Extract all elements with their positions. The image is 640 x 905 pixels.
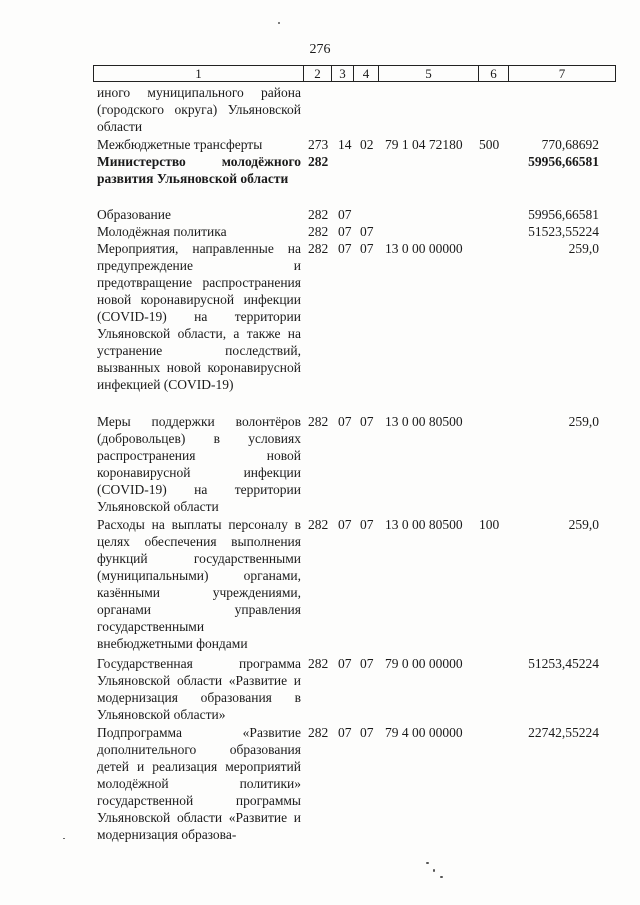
row-description: Межбюджетные трансферты bbox=[97, 137, 263, 152]
header-col-1: 1 bbox=[93, 65, 303, 82]
row-ministry-code: 282 bbox=[308, 207, 329, 222]
row-ministry-code: 273 bbox=[308, 137, 329, 152]
scan-speck bbox=[426, 862, 429, 864]
row-description: Молодёжная политика bbox=[97, 224, 227, 239]
row-description: Подпрограмма «Развитие дополнительного образования детей и реализация мероприятий молодёжной политики» государственной программы Ульяновской области «Развитие и модернизация образова- bbox=[97, 725, 301, 842]
row-subsection: 07 bbox=[360, 656, 374, 671]
row-section: 14 bbox=[338, 137, 352, 152]
row-subsection: 07 bbox=[360, 224, 374, 239]
header-col-5: 5 bbox=[378, 65, 478, 82]
row-amount: 770,68692 bbox=[541, 137, 599, 152]
row-subsection: 07 bbox=[360, 725, 374, 740]
row-target-article: 13 0 00 80500 bbox=[385, 414, 463, 429]
row-ministry-code: 282 bbox=[308, 517, 329, 532]
row-section: 07 bbox=[338, 656, 352, 671]
scan-speck bbox=[278, 22, 280, 24]
row-target-article: 79 4 00 00000 bbox=[385, 725, 463, 740]
row-description: Меры поддержки волонтёров (добровольцев) в условиях распространения новой коронавирусной инфекции (COVID-19) на территории Ульяновской области bbox=[97, 414, 301, 514]
row-ministry-code: 282 bbox=[308, 241, 329, 256]
row-amount: 51523,55224 bbox=[528, 224, 599, 239]
row-subsection: 07 bbox=[360, 517, 374, 532]
row-description: Государственная программа Ульяновской области «Развитие и модернизация образования в Ульяновской области» bbox=[97, 656, 301, 722]
row-expense-type: 100 bbox=[479, 517, 500, 532]
header-col-7: 7 bbox=[508, 65, 616, 82]
row-expense-type: 500 bbox=[479, 137, 500, 152]
row-target-article: 13 0 00 00000 bbox=[385, 241, 463, 256]
scan-speck bbox=[440, 876, 443, 878]
row-ministry-code: 282 bbox=[308, 154, 329, 169]
row-ministry-code: 282 bbox=[308, 224, 329, 239]
header-col-6: 6 bbox=[478, 65, 508, 82]
page-number: 276 bbox=[309, 42, 331, 57]
row-amount: 59956,66581 bbox=[528, 207, 599, 222]
row-target-article: 79 1 04 72180 bbox=[385, 137, 463, 152]
row-amount: 59956,66581 bbox=[528, 154, 599, 169]
scan-speck bbox=[63, 838, 65, 839]
row-section: 07 bbox=[338, 207, 352, 222]
row-description: Министерство молодёжного развития Ульяновской области bbox=[97, 154, 301, 186]
row-amount: 259,0 bbox=[568, 517, 599, 532]
row-amount: 259,0 bbox=[568, 241, 599, 256]
header-col-4: 4 bbox=[353, 65, 378, 82]
row-section: 07 bbox=[338, 517, 352, 532]
row-amount: 51253,45224 bbox=[528, 656, 599, 671]
row-amount: 22742,55224 bbox=[528, 725, 599, 740]
row-subsection: 07 bbox=[360, 241, 374, 256]
row-ministry-code: 282 bbox=[308, 725, 329, 740]
row-description: Расходы на выплаты персоналу в целях обеспечения выполнения функций государственными (муниципальными) органами, казёнными учреждениями, органами управления государственными внебюджетными фондами bbox=[97, 517, 301, 651]
row-subsection: 02 bbox=[360, 137, 374, 152]
row-section: 07 bbox=[338, 414, 352, 429]
row-target-article: 13 0 00 80500 bbox=[385, 517, 463, 532]
row-section: 07 bbox=[338, 241, 352, 256]
row-subsection: 07 bbox=[360, 414, 374, 429]
header-col-3: 3 bbox=[331, 65, 353, 82]
row-description: иного муниципального района (городского округа) Ульяновской области bbox=[97, 85, 301, 134]
row-section: 07 bbox=[338, 224, 352, 239]
row-amount: 259,0 bbox=[568, 414, 599, 429]
header-col-2: 2 bbox=[303, 65, 331, 82]
row-section: 07 bbox=[338, 725, 352, 740]
row-target-article: 79 0 00 00000 bbox=[385, 656, 463, 671]
row-description: Мероприятия, направленные на предупреждение и предотвращение распространения новой коронавирусной инфекции (COVID-19) на территории Ульяновской области, а также на устранение последствий, вызванных новой коронавирусной инфекцией (COVID-19) bbox=[97, 241, 301, 392]
row-ministry-code: 282 bbox=[308, 414, 329, 429]
row-description: Образование bbox=[97, 207, 171, 222]
row-ministry-code: 282 bbox=[308, 656, 329, 671]
scan-speck bbox=[433, 869, 435, 872]
